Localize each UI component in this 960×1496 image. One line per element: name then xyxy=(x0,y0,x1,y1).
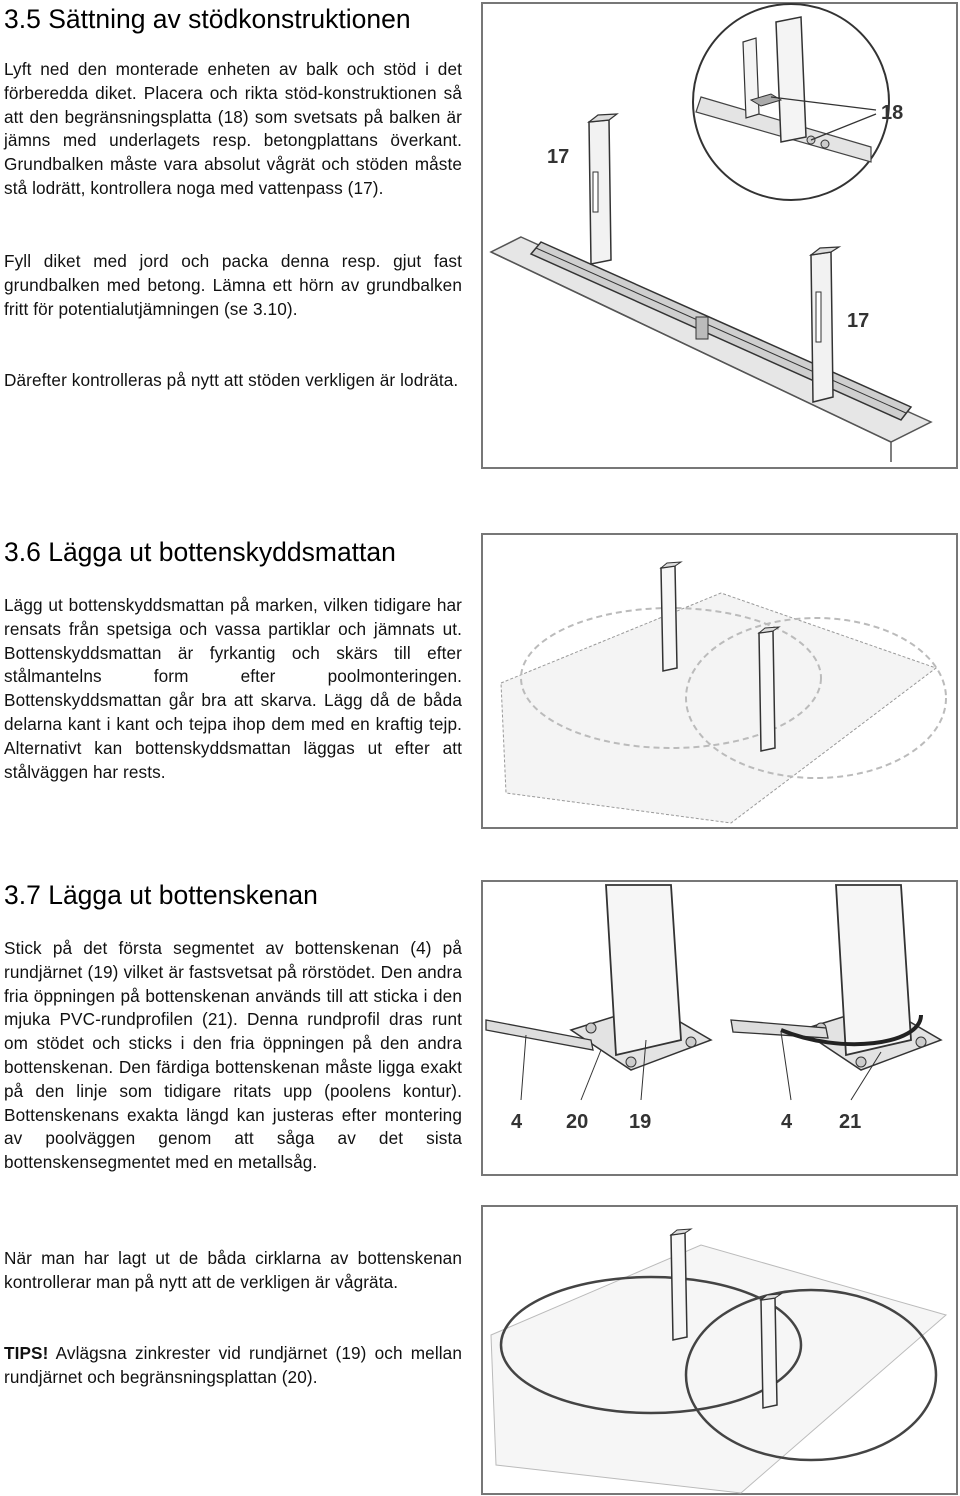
figure-bottom-rail-detail xyxy=(481,880,958,1176)
tip-text: Avlägsna zinkrester vid rundjärnet (19) och mellan rundjärnet och begränsningsplattan (20). xyxy=(4,1343,462,1387)
section-3-7-paragraph-2: När man har lagt ut de båda cirklarna av bottenskenan kontrollerar man på nytt att de verkligen är vågräta. xyxy=(4,1248,462,1292)
figure-label-4-right: 4 xyxy=(781,1111,793,1133)
figure-support-in-trench xyxy=(481,2,958,469)
tip-label: TIPS! xyxy=(4,1343,49,1363)
figure-label-4-left: 4 xyxy=(511,1111,523,1133)
section-3-5-paragraph-2: Fyll diket med jord och packa denna resp. gjut fast grundbalken med betong. Lämna ett hörn av grundbalken fritt för potentialutjämningen (se 3.10). xyxy=(4,251,462,319)
figure-ground-mat xyxy=(481,533,958,829)
section-3-7-paragraph-1: Stick på det första segmentet av bottenskenan (4) på rundjärnet (19) vilket är fastsvetsat på rörstödet. Den andra fria öppningen på bottenskenan används till att sticka i den mjuka PVC-rundprofilen (21). Denna rundprofil dras runt om stödet och sticks i den fria öppningen på den andra bottenskenan. Den färdiga bottenskenan måste ligga exakt på den linje som tidigare ritats upp (poolens kontur). Bottenskenans exakta längd kan justeras efter montering av poolväggen genom att såga av det sista bottenskensegmentet med en metallsåg. xyxy=(4,938,462,1173)
section-3-5-paragraph-3: Därefter kontrolleras på nytt att stöden verkligen är lodräta. xyxy=(4,370,459,390)
section-3-6-paragraph-1: Lägg ut bottenskyddsmattan på marken, vilken tidigare har rensats från spetsiga och vassa partiklar och jämnats ut. Bottenskyddsmattan är fyrkantig och skärs till efter stålmantelns form efter poolmonteringen. Bottenskyddsmattan går bra att skarva. Lägg då de båda delarna kant i kant och tejpa ihop dem med en kraftig tejp. Alternativt kan bottenskyddsmattan läggas ut efter att stålväggen har rests. xyxy=(4,595,462,782)
section-3-5-heading: 3.5 Sättning av stödkonstruktionen xyxy=(4,4,411,34)
section-3-6-heading: 3.6 Lägga ut bottenskyddsmattan xyxy=(4,537,396,567)
section-3-7-heading: 3.7 Lägga ut bottenskenan xyxy=(4,880,318,910)
section-3-5-paragraph-1: Lyft ned den monterade enheten av balk och stöd i det förberedda diket. Placera och rikta stöd-konstruktionen så att den begränsningsplatta (18) som svetsats på balken är jämns med underlagets resp. betongplattans överkant. Grundbalken måste vara absolut vågrät och stöden måste stå lodrätt, kontrollera noga med vattenpass (17). xyxy=(4,59,462,198)
figure-label-17-right: 17 xyxy=(847,310,870,332)
figure-label-19: 19 xyxy=(629,1111,652,1133)
figure-label-17-left: 17 xyxy=(547,146,570,168)
section-3-7-tip xyxy=(4,1342,462,1390)
figure-bottom-rail-circles xyxy=(481,1205,958,1495)
figure-label-20: 20 xyxy=(566,1111,589,1133)
figure-label-21: 21 xyxy=(839,1111,862,1133)
figure-label-18: 18 xyxy=(881,102,904,124)
